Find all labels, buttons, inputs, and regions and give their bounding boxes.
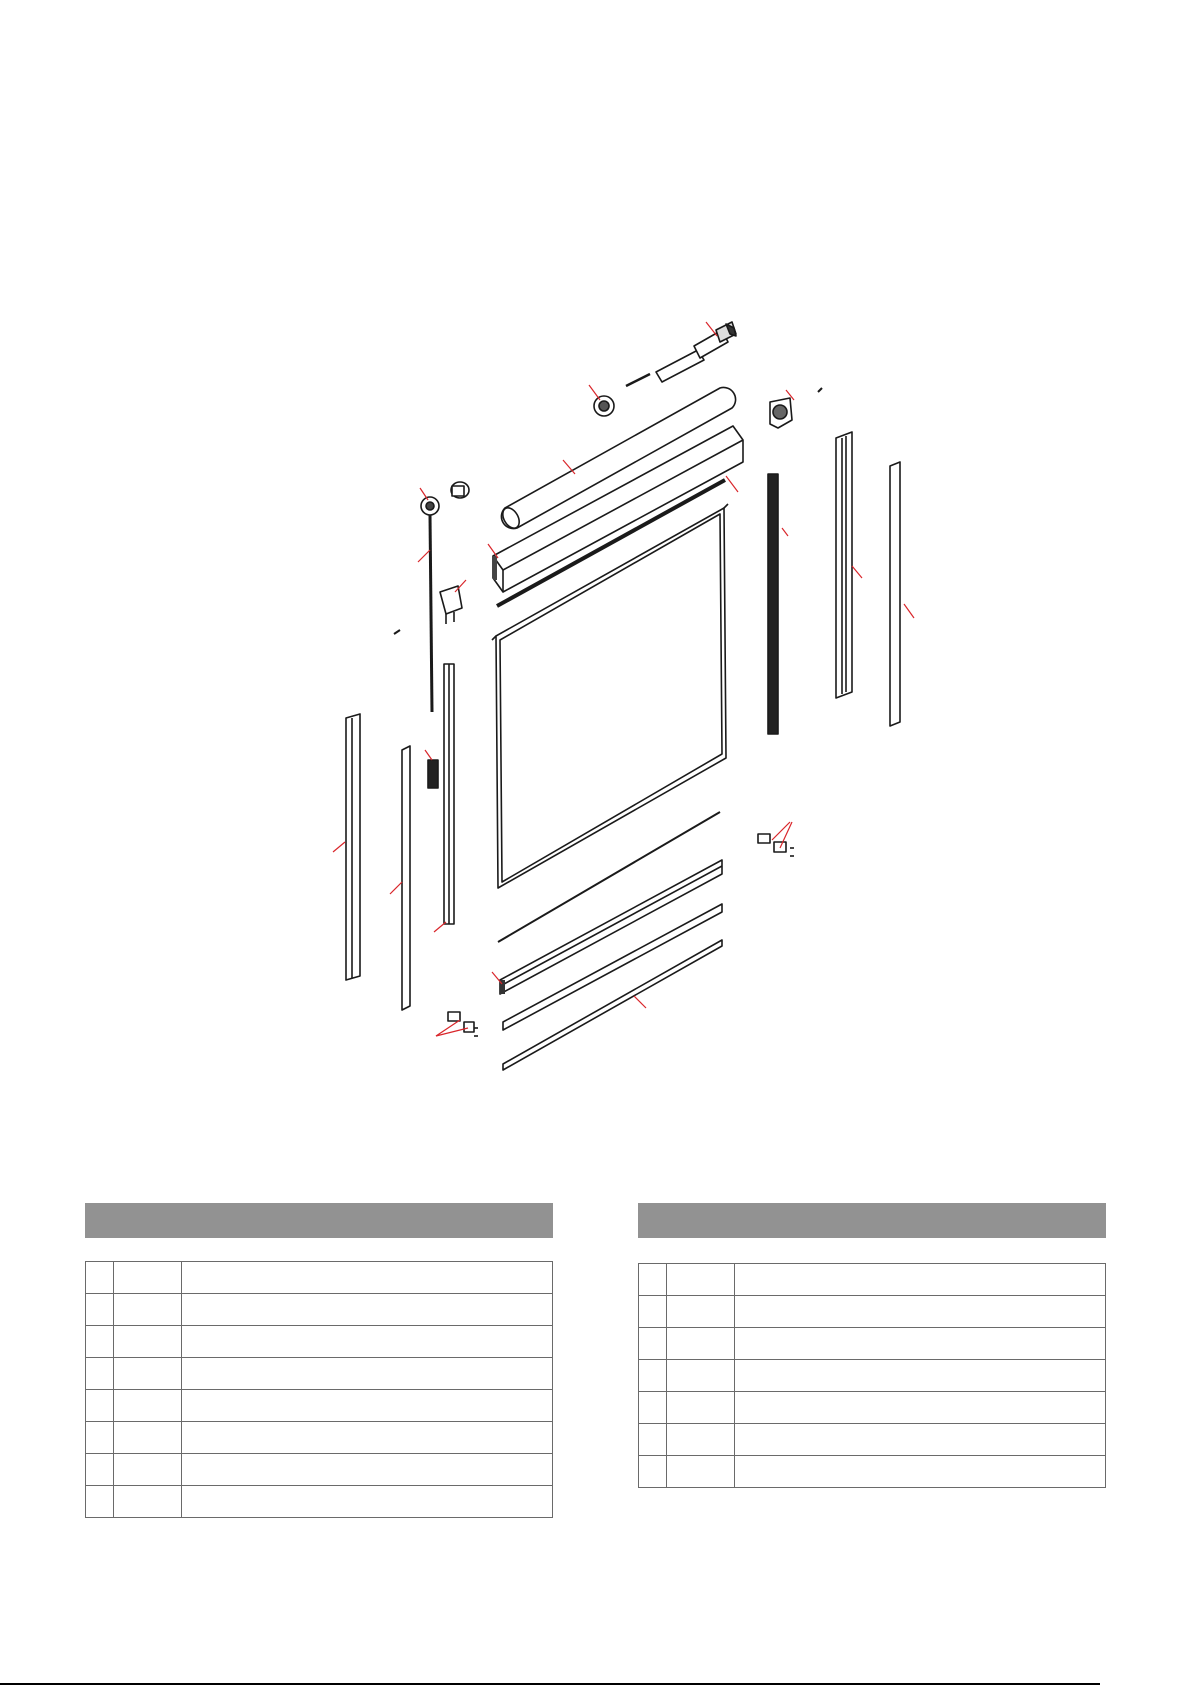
part-description [735,1392,1106,1424]
table-row [86,1390,553,1422]
part-number [86,1358,114,1390]
part-number [639,1456,667,1488]
parts-list-right [638,1263,1106,1488]
part-number [639,1328,667,1360]
table-row [86,1262,553,1294]
table-row [86,1486,553,1518]
part-number [639,1264,667,1296]
part-description [182,1390,553,1422]
table-row [86,1422,553,1454]
table-row [639,1264,1106,1296]
part-number [86,1262,114,1294]
table-row [86,1454,553,1486]
parts-table-right [638,1203,1106,1488]
table-row [639,1360,1106,1392]
table-row [86,1294,553,1326]
part-qty [667,1264,735,1296]
part-qty [114,1454,182,1486]
part-description [735,1424,1106,1456]
left-pull-rod-part [430,515,432,712]
table-row [639,1424,1106,1456]
left-brush-holder-part [428,760,438,788]
table-row [86,1326,553,1358]
part-description [735,1328,1106,1360]
part-description [182,1326,553,1358]
part-description [182,1358,553,1390]
part-number [86,1454,114,1486]
table-row [639,1456,1106,1488]
part-description [735,1296,1106,1328]
part-qty [114,1390,182,1422]
left-outer-rail-part [346,714,360,980]
motor-shaft-part [626,322,736,386]
part-description [182,1294,553,1326]
right-bottom-clips-part [758,834,794,856]
part-description [735,1360,1106,1392]
left-guide-rail-part [444,664,454,924]
part-number [639,1296,667,1328]
part-number [86,1422,114,1454]
part-qty [667,1456,735,1488]
table-row [639,1296,1106,1328]
part-number [639,1424,667,1456]
left-cover-profile-part [402,746,410,1010]
part-description [735,1264,1106,1296]
part-qty [114,1422,182,1454]
table-header-left [85,1203,553,1238]
right-end-bracket-part [770,388,822,428]
right-guide-rail-part [836,432,852,698]
part-description [182,1486,553,1518]
part-number [639,1360,667,1392]
part-number [639,1392,667,1424]
part-qty [114,1358,182,1390]
table-header-right [638,1203,1106,1238]
part-description [182,1422,553,1454]
part-description [735,1456,1106,1488]
part-qty [667,1360,735,1392]
part-number [86,1390,114,1422]
part-number [86,1486,114,1518]
table-row [639,1392,1106,1424]
left-end-cap-part [421,482,469,515]
part-qty [667,1392,735,1424]
part-qty [114,1486,182,1518]
part-qty [667,1424,735,1456]
end-knob-part [594,396,614,416]
table-row [639,1328,1106,1360]
part-description [182,1262,553,1294]
table-row [86,1358,553,1390]
part-qty [114,1294,182,1326]
part-description [182,1454,553,1486]
right-brush-seal-part [768,474,778,734]
part-qty [114,1262,182,1294]
part-qty [667,1296,735,1328]
parts-table-left [85,1203,553,1518]
parts-list-left [85,1261,553,1518]
part-qty [667,1328,735,1360]
right-cover-profile-part [890,462,900,726]
part-number [86,1326,114,1358]
part-number [86,1294,114,1326]
left-bracket-part [394,586,462,634]
part-qty [114,1326,182,1358]
